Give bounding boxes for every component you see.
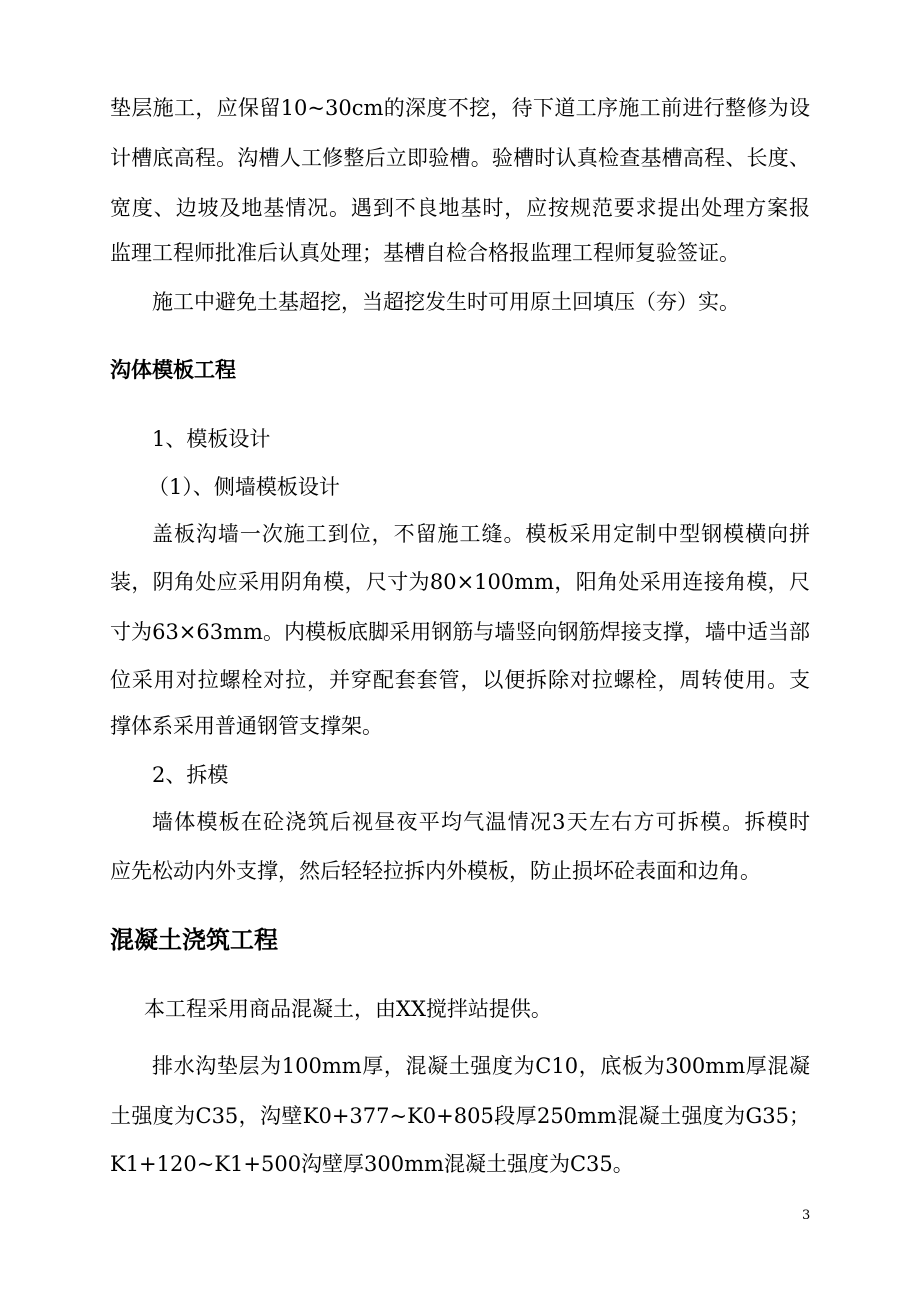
paragraph-line: 撑体系采用普通钢管支撑架。 — [110, 714, 383, 738]
page-number: 3 — [802, 1208, 811, 1223]
paragraph-line: 装，阴角处应采用阴角模，尺寸为80×100mm，阳角处采用连接角模，尺 — [110, 570, 810, 594]
paragraph-line: 墙体模板在砼浇筑后视昼夜平均气温情况3天左右方可拆模。拆模时 — [152, 810, 810, 834]
list-subitem-heading: （1）、侧墙模板设计 — [148, 475, 340, 499]
section-heading-concrete: 混凝土浇筑工程 — [110, 926, 278, 954]
paragraph-line: 垫层施工，应保留10~30cm的深度不挖，待下道工序施工前进行整修为设 — [110, 96, 810, 120]
paragraph-line: 排水沟垫层为100mm厚，混凝土强度为C10，底板为300mm厚混凝 — [152, 1054, 810, 1078]
paragraph-line: K1+120~K1+500沟壁厚300mm混凝土强度为C35。 — [110, 1152, 634, 1176]
paragraph-line: 应先松动内外支撑，然后轻轻拉拆内外模板，防止损坏砼表面和边角。 — [110, 859, 761, 883]
list-item-heading: 2、拆模 — [152, 763, 229, 787]
paragraph-line: 宽度、边坡及地基情况。遇到不良地基时，应按规范要求提出处理方案报 — [110, 196, 810, 220]
paragraph-line: 盖板沟墙一次施工到位，不留施工缝。模板采用定制中型钢模横向拼 — [152, 522, 810, 546]
paragraph-line: 寸为63×63mm。内模板底脚采用钢筋与墙竖向钢筋焊接支撑，墙中适当部 — [110, 620, 810, 644]
paragraph-line: 施工中避免土基超挖，当超挖发生时可用原土回填压（夯）实。 — [152, 290, 740, 314]
paragraph-line: 土强度为C35，沟壁K0+377~K0+805段厚250mm混凝土强度为G35； — [110, 1104, 810, 1128]
section-heading-formwork: 沟体模板工程 — [110, 358, 236, 382]
paragraph-line: 监理工程师批准后认真处理；基槽自检合格报监理工程师复验签证。 — [110, 241, 740, 265]
paragraph-line: 计槽底高程。沟槽人工修整后立即验槽。验槽时认真检查基槽高程、长度、 — [110, 146, 810, 170]
list-item-heading: 1、模板设计 — [152, 427, 271, 451]
paragraph-line: 位采用对拉螺栓对拉，并穿配套套管，以便拆除对拉螺栓，周转使用。支 — [110, 668, 810, 692]
paragraph-line: 本工程采用商品混凝土，由XX搅拌站提供。 — [144, 997, 552, 1021]
